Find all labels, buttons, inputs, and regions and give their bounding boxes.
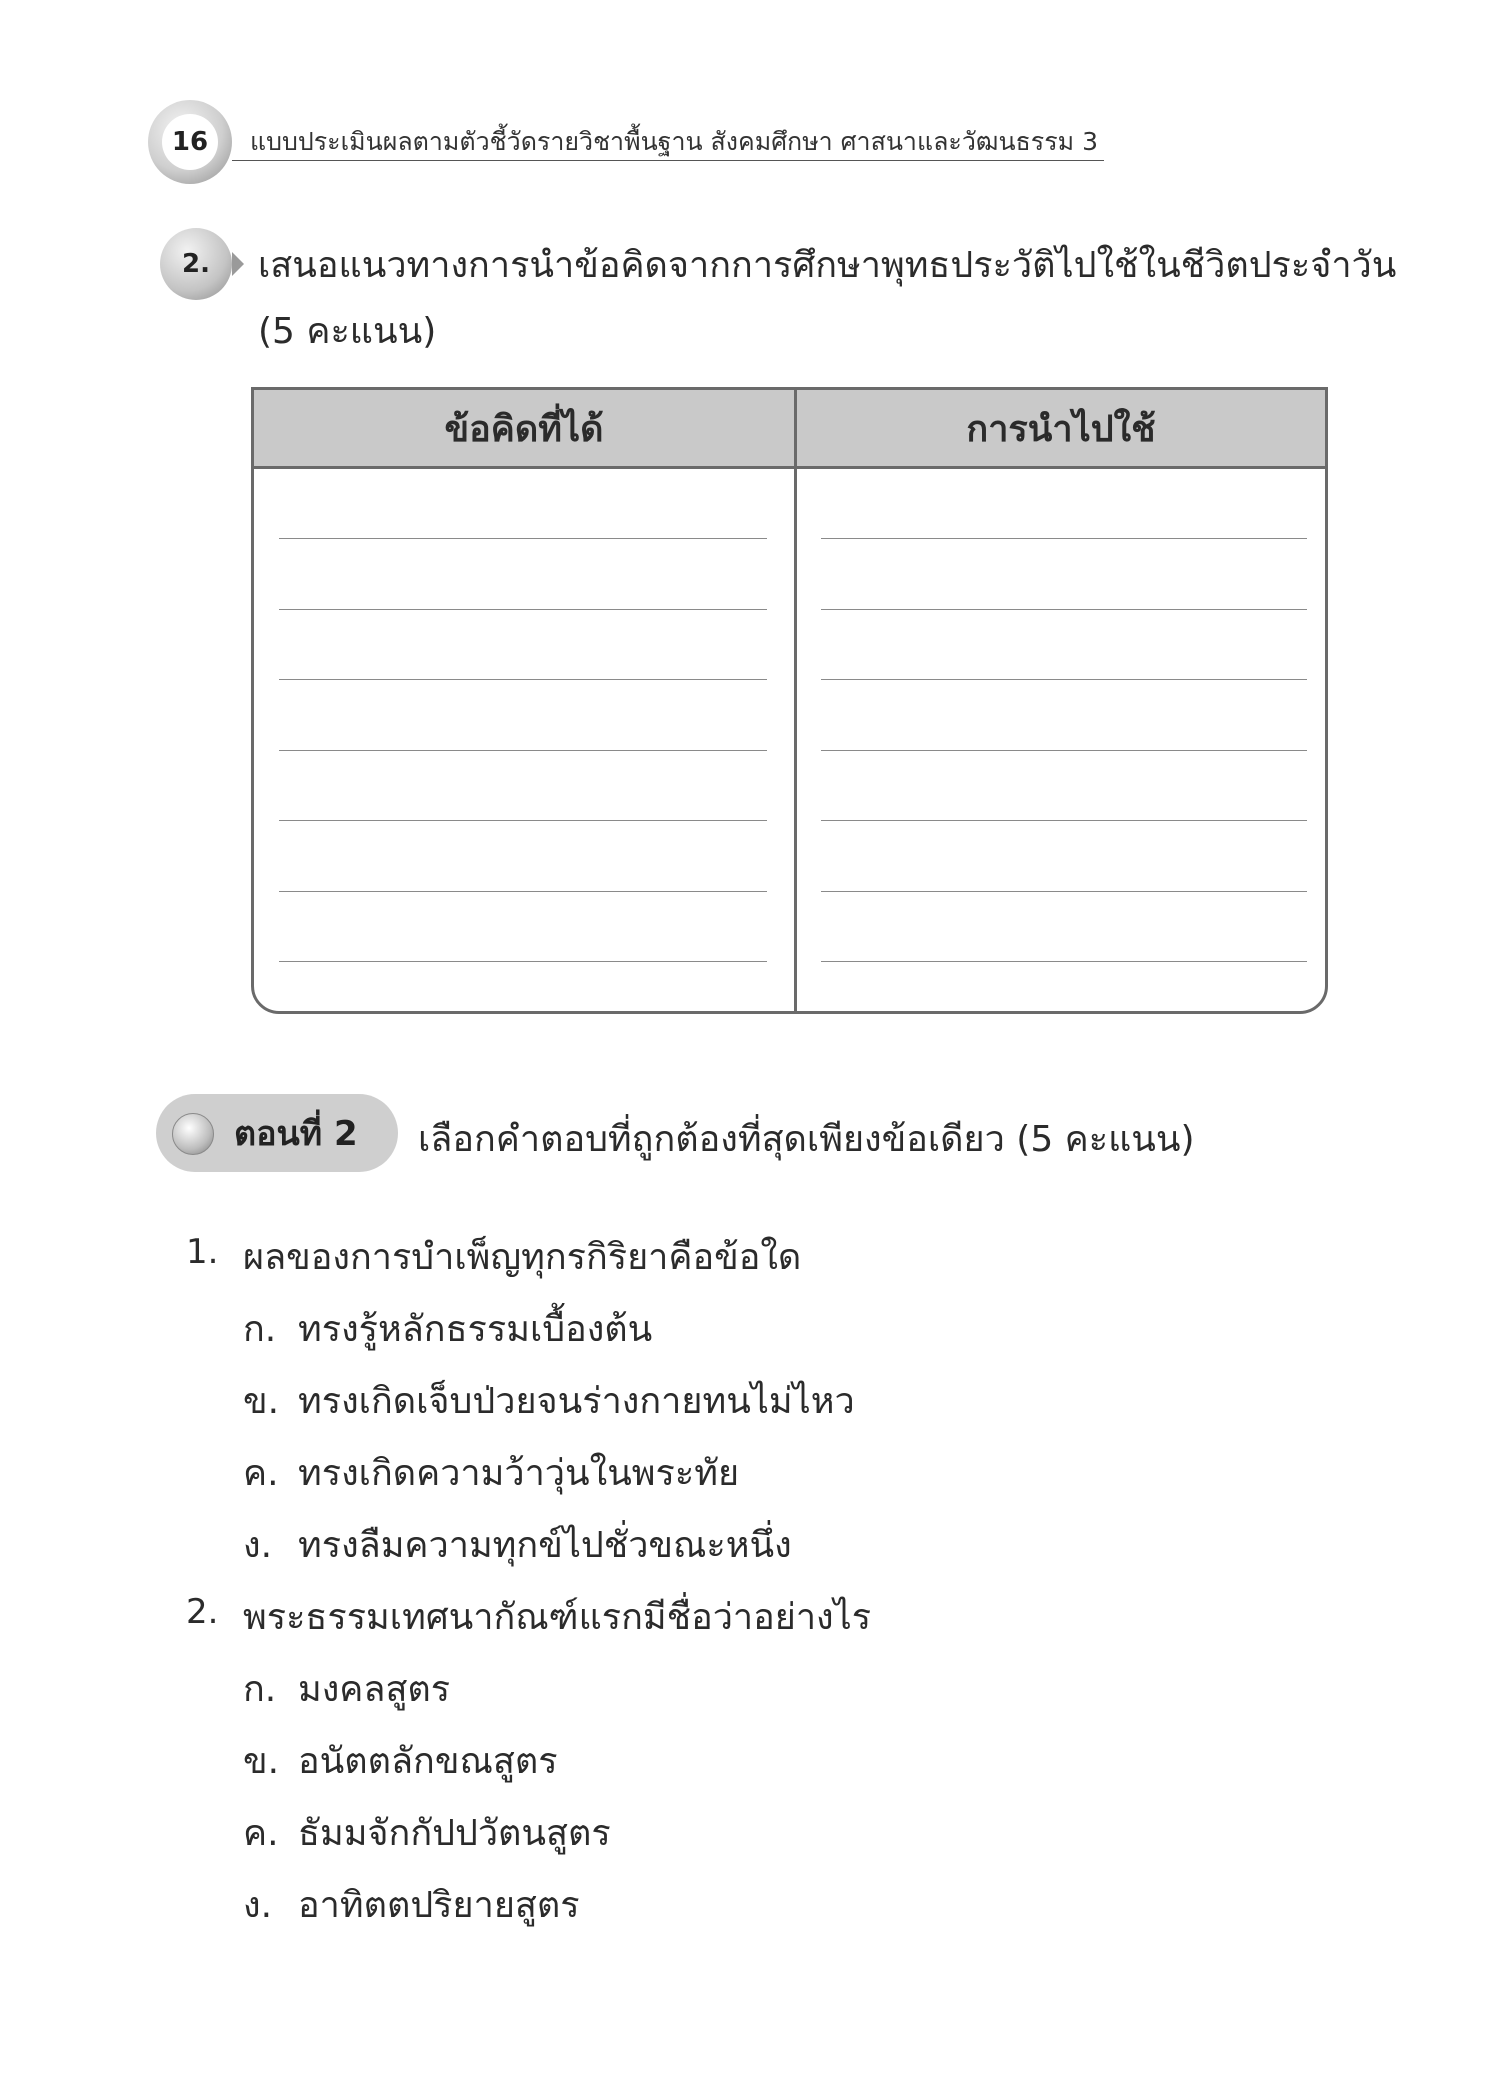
mcq-option-letter[interactable]: ค. [243,1453,279,1494]
writing-line-left[interactable] [279,961,767,962]
mcq-option-letter[interactable]: ค. [243,1813,279,1854]
writing-line-right[interactable] [821,820,1307,821]
mcq-option-letter[interactable]: ง. [243,1885,273,1926]
writing-line-right[interactable] [821,750,1307,751]
page-number-badge [148,100,232,184]
question-points: (5 คะแนน) [258,311,437,352]
mcq-option-letter[interactable]: ข. [243,1741,280,1782]
header-title: แบบประเมินผลตามตัวชี้วัดรายวิชาพื้นฐาน สังคมศึกษา ศาสนาและวัฒนธรรม 3 [250,127,1098,156]
writing-line-right[interactable] [821,961,1307,962]
mcq-number: 2. [186,1592,219,1632]
writing-line-right[interactable] [821,891,1307,892]
mcq-option-letter[interactable]: ข. [243,1381,280,1422]
writing-line-right[interactable] [821,609,1307,610]
part-label-pill [156,1094,398,1172]
mcq-option-text[interactable]: ทรงลืมความทุกข์ไปชั่วขณะหนึ่ง [298,1525,792,1566]
mcq-option-text[interactable]: อาทิตตปริยายสูตร [298,1885,580,1926]
table-header-application: การนำไปใช้ [966,408,1156,450]
mcq-option-text[interactable]: ทรงรู้หลักธรรมเบื้องต้น [298,1309,653,1350]
part-label: ตอนที่ 2 [234,1114,358,1154]
writing-line-right[interactable] [821,538,1307,539]
writing-line-left[interactable] [279,891,767,892]
mcq-option-text[interactable]: อนัตตลักขณสูตร [298,1741,558,1782]
table-header-insights: ข้อคิดที่ได้ [444,408,604,450]
mcq-option-text[interactable]: ธัมมจักกัปปวัตนสูตร [298,1813,611,1854]
mcq-option-letter[interactable]: ก. [243,1309,277,1350]
badge-arrow-icon [232,252,244,276]
pill-bullet-icon [172,1113,214,1155]
mcq-option-text[interactable]: ทรงเกิดเจ็บป่วยจนร่างกายทนไม่ไหว [298,1381,855,1422]
mcq-question-text: พระธรรมเทศนากัณฑ์แรกมีชื่อว่าอย่างไร [243,1597,872,1638]
page-number: 16 [162,114,218,170]
writing-line-right[interactable] [821,679,1307,680]
writing-line-left[interactable] [279,820,767,821]
mcq-number: 1. [186,1232,219,1272]
mcq-option-text[interactable]: ทรงเกิดความว้าวุ่นในพระทัย [298,1453,740,1494]
answer-table [251,387,1328,1014]
mcq-option-letter[interactable]: ง. [243,1525,273,1566]
mcq-option-letter[interactable]: ก. [243,1669,277,1710]
writing-line-left[interactable] [279,679,767,680]
header-divider [232,160,1104,161]
writing-line-left[interactable] [279,609,767,610]
mcq-option-text[interactable]: มงคลสูตร [298,1669,451,1710]
table-column-divider [794,390,797,1011]
part-instruction: เลือกคำตอบที่ถูกต้องที่สุดเพียงข้อเดียว (5 คะแนน) [418,1119,1195,1160]
writing-line-left[interactable] [279,750,767,751]
writing-line-left[interactable] [279,538,767,539]
table-header-row [254,390,1325,469]
question-number-badge: 2. [160,228,232,300]
mcq-question-text: ผลของการบำเพ็ญทุกรกิริยาคือข้อใด [243,1237,802,1278]
question-text: เสนอแนวทางการนำข้อคิดจากการศึกษาพุทธประวัติไปใช้ในชีวิตประจำวัน [258,245,1397,286]
